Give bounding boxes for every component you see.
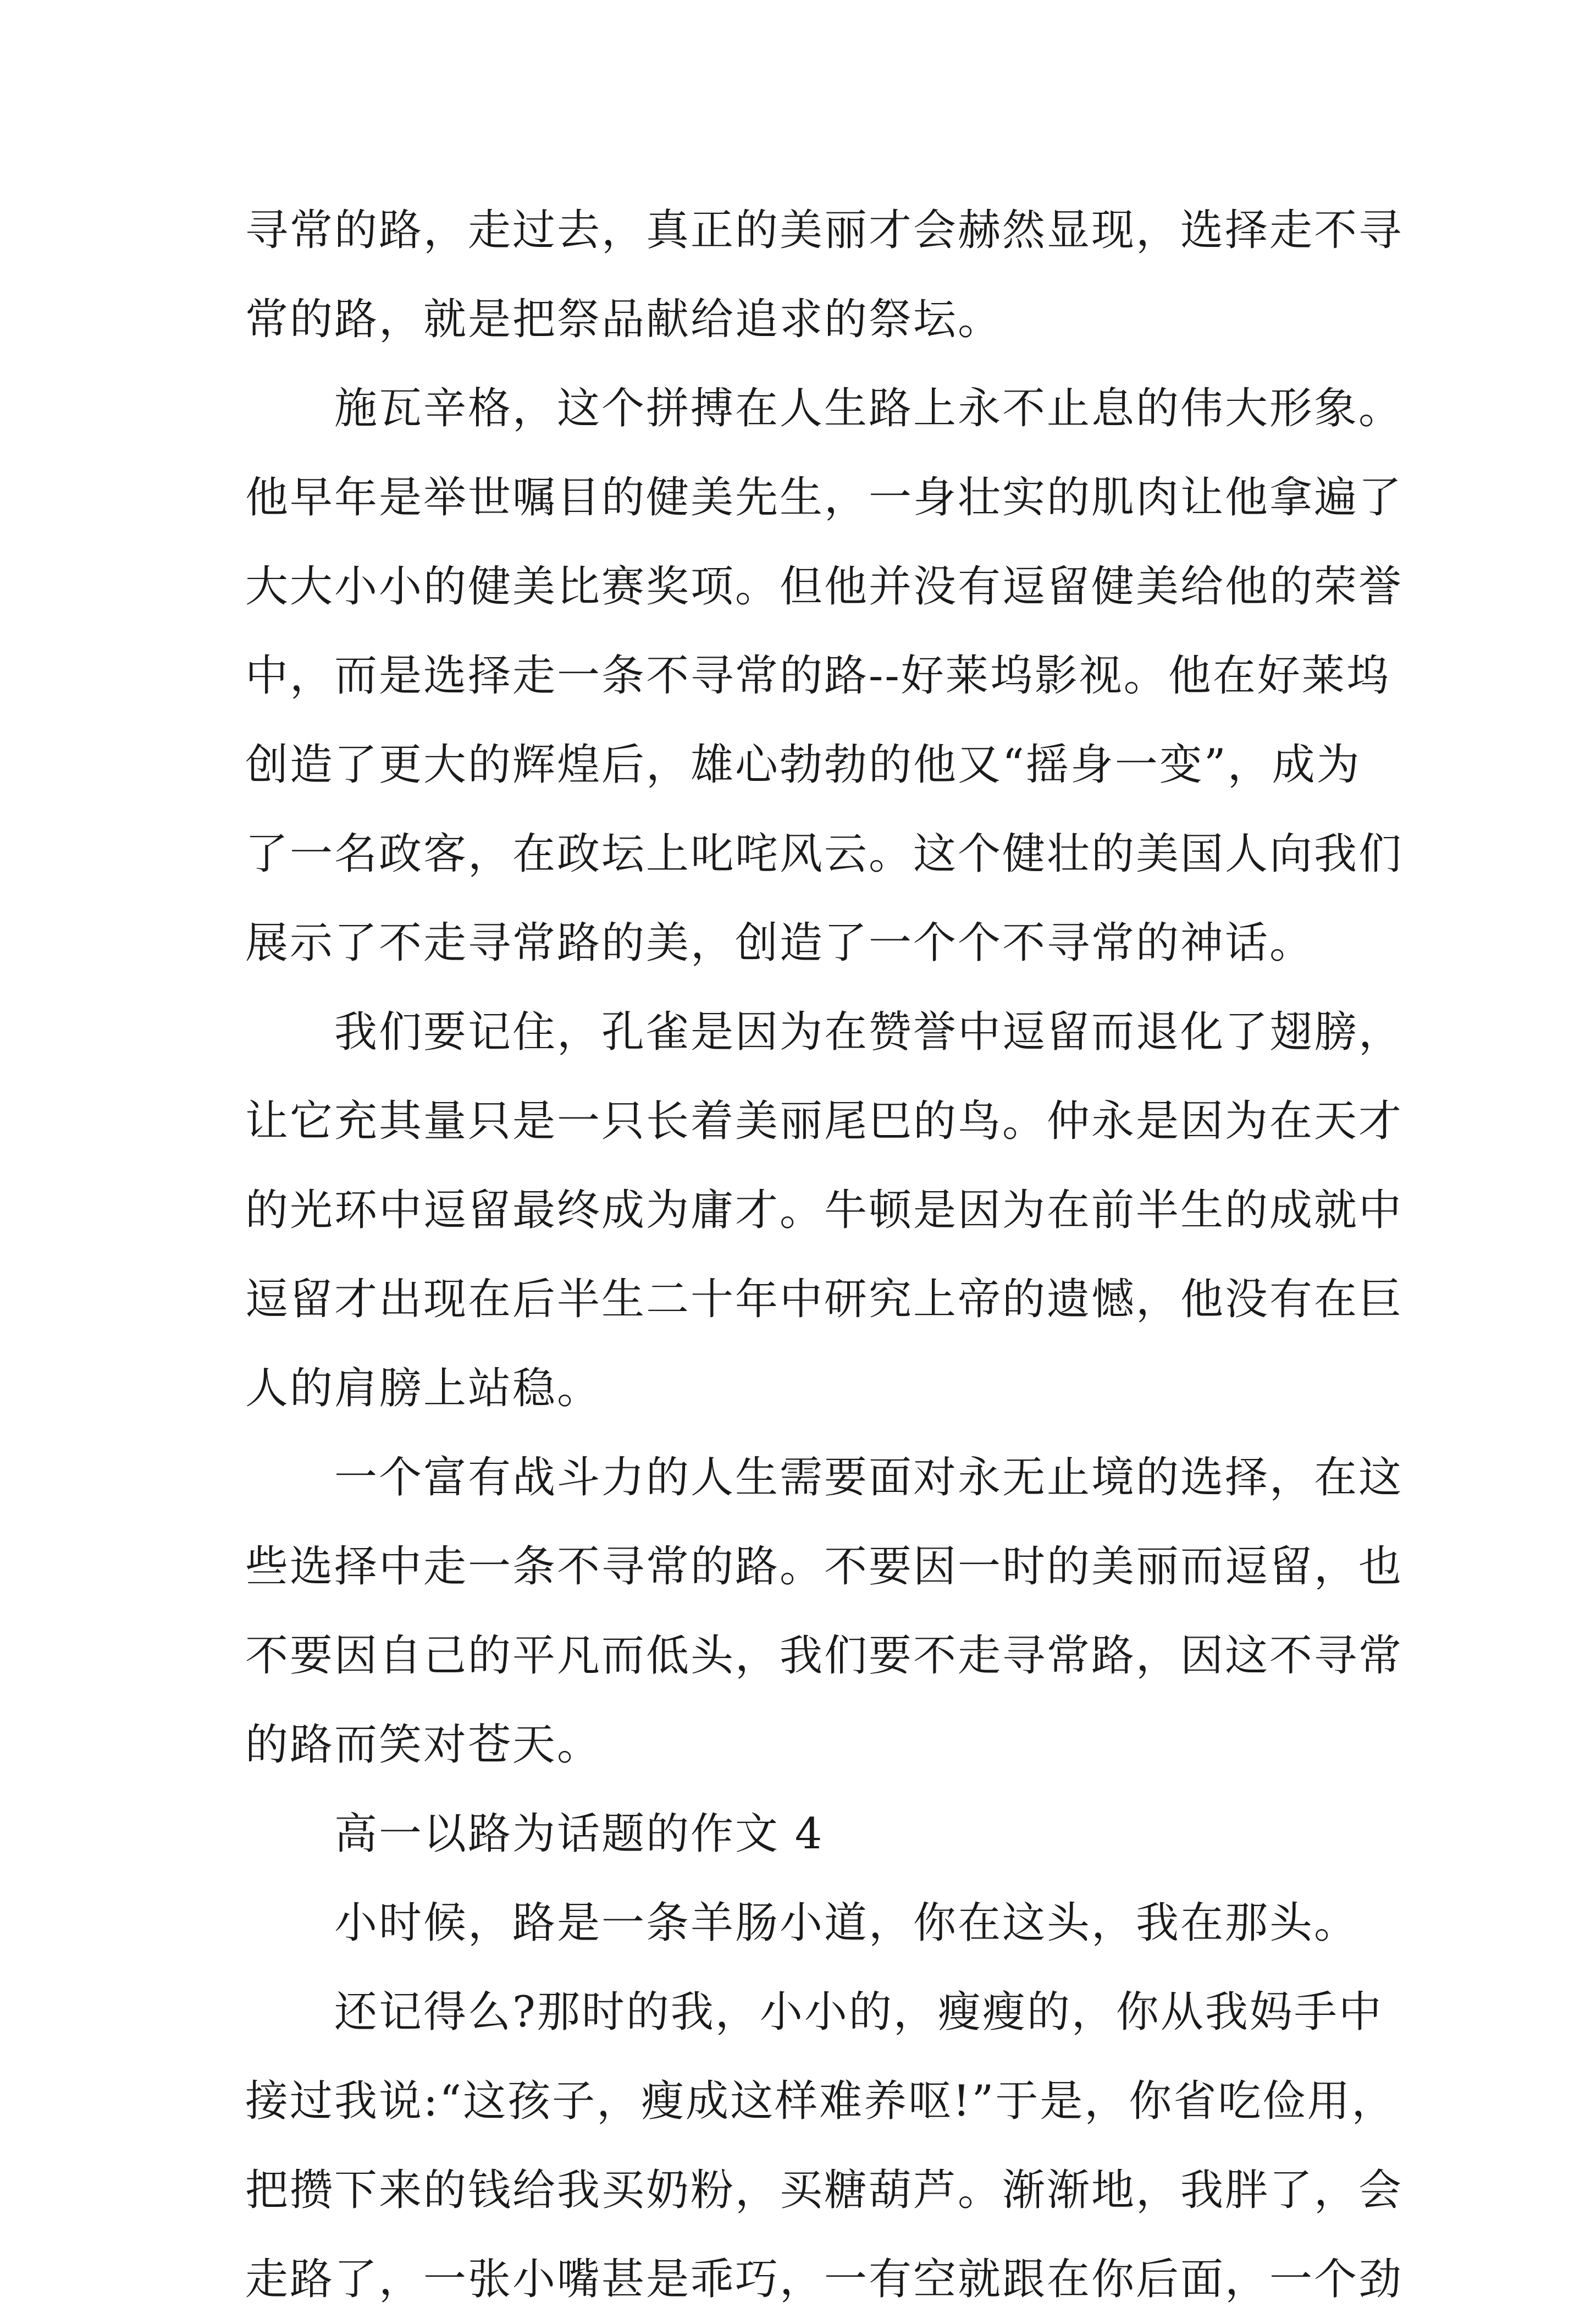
text-line: 小时候，路是一条羊肠小道，你在这头，我在那头。 <box>334 1898 1359 1948</box>
text-line: 还记得么?那时的我，小小的，瘦瘦的，你从我妈手中 <box>334 1987 1383 2037</box>
text-line: 大大小小的健美比赛奖项。但他并没有逗留健美给他的荣誉 <box>245 562 1404 612</box>
document-body <box>245 186 1404 2324</box>
text-line: 把攒下来的钱给我买奶粉，买糖葫芦。渐渐地，我胖了，会 <box>245 2166 1404 2215</box>
text-line: 逗留才出现在后半生二十年中研究上帝的遗憾，他没有在巨 <box>245 1275 1404 1324</box>
text-line: 创造了更大的辉煌后，雄心勃勃的他又“摇身一变”，成为 <box>245 740 1361 790</box>
text-line: 人的肩膀上站稳。 <box>245 1364 602 1413</box>
section-heading: 高一以路为话题的作文 4 <box>334 1809 824 1859</box>
text-line: 的光环中逗留最终成为庸才。牛顿是因为在前半生的成就中 <box>245 1186 1404 1235</box>
text-line: 常的路，就是把祭品献给追求的祭坛。 <box>245 295 1003 344</box>
text-line: 的路而笑对苍天。 <box>245 1720 602 1770</box>
text-line: 了一名政客，在政坛上叱咤风云。这个健壮的美国人向我们 <box>245 829 1404 879</box>
text-line: 他早年是举世嘱目的健美先生，一身壮实的肌肉让他拿遍了 <box>245 473 1404 522</box>
text-line: 接过我说:“这孩子，瘦成这样难养呕!”于是，你省吃俭用， <box>245 2077 1396 2126</box>
text-line: 中，而是选择走一条不寻常的路--好莱坞影视。他在好莱坞 <box>245 651 1391 701</box>
text-line: 些选择中走一条不寻常的路。不要因一时的美丽而逗留，也 <box>245 1542 1404 1591</box>
text-line: 寻常的路，走过去，真正的美丽才会赫然显现，选择走不寻 <box>245 206 1404 255</box>
text-line: 我们要记住，孔雀是因为在赞誉中逗留而退化了翅膀， <box>334 1007 1404 1057</box>
text-line: 走路了，一张小嘴甚是乖巧，一有空就跟在你后面，一个劲 <box>245 2255 1404 2304</box>
text-line: 展示了不走寻常路的美，创造了一个个不寻常的神话。 <box>245 918 1314 968</box>
text-line: 不要因自己的平凡而低头，我们要不走寻常路，因这不寻常 <box>245 1631 1404 1681</box>
text-line: 一个富有战斗力的人生需要面对永无止境的选择，在这 <box>334 1453 1404 1502</box>
text-line: 施瓦辛格，这个拼搏在人生路上永不止息的伟大形象。 <box>334 384 1404 433</box>
text-line: 让它充其量只是一只长着美丽尾巴的鸟。仲永是因为在天才 <box>245 1097 1404 1146</box>
